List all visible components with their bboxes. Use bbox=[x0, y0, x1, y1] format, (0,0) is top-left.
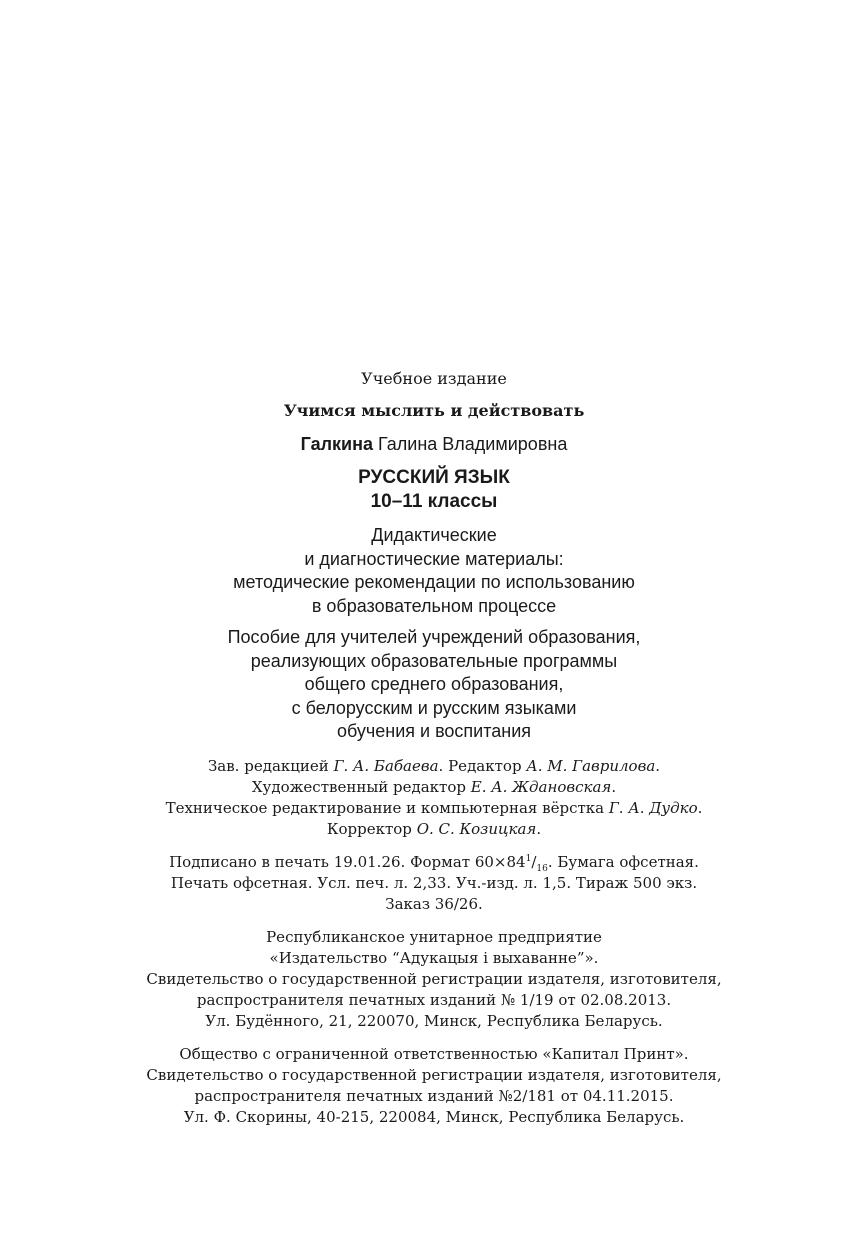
printer-line: Общество с ограниченной ответственностью «Капитал Принт». bbox=[179, 1044, 689, 1063]
audience-line: реализующих образовательные программы bbox=[250, 650, 618, 671]
description-line: Дидактические bbox=[371, 525, 497, 545]
print-format-text: Подписано в печать 19.01.26. Формат 60×84 bbox=[169, 852, 526, 871]
author-given-names: Галина Владимировна bbox=[378, 434, 568, 454]
art-editor-name: Е. А. Ждановская bbox=[470, 777, 612, 796]
description-line: и диагностические материалы: bbox=[304, 548, 564, 569]
description-line: методические рекомендации по использованию bbox=[233, 572, 635, 592]
print-info bbox=[0, 852, 868, 915]
credits-line-proofreader: Корректор О. С. Козицкая. bbox=[326, 819, 542, 838]
print-info-line: Заказ 36/26. bbox=[385, 894, 483, 913]
head-editor-name: Г. А. Бабаева bbox=[333, 756, 439, 775]
edition-type: Учебное издание bbox=[361, 369, 507, 388]
book-title: РУССКИЙ ЯЗЫК bbox=[358, 467, 510, 488]
print-info-line: Печать офсетная. Усл. печ. л. 2,33. Уч.-изд. л. 1,5. Тираж 500 экз. bbox=[170, 873, 698, 892]
tech-editor-label: Техническое редактирование и компьютерная вёрстка bbox=[165, 798, 605, 817]
book-description bbox=[0, 524, 868, 618]
audience-line: обучения и воспитания bbox=[336, 721, 532, 741]
audience-line: Пособие для учителей учреждений образования, bbox=[227, 627, 641, 647]
printer-line: распространителя печатных изданий №2/181 от 04.11.2015. bbox=[194, 1086, 674, 1105]
credits-line-tech: Техническое редактирование и компьютерная вёрстка Г. А. Дудко. bbox=[165, 798, 703, 817]
art-editor-label: Художественный редактор bbox=[251, 777, 466, 796]
credits-line-editors: Зав. редакцией Г. А. Бабаева. Редактор А. М. Гаврилова. bbox=[207, 756, 661, 775]
editor-label: Редактор bbox=[448, 756, 522, 775]
format-subscript: 16 bbox=[536, 863, 548, 874]
format-superscript: 1 bbox=[525, 853, 532, 864]
publisher-line: Свидетельство о государственной регистрации издателя, изготовителя, bbox=[146, 969, 722, 988]
credits bbox=[0, 756, 868, 840]
proofreader-label: Корректор bbox=[326, 819, 412, 838]
author-surname: Галкина bbox=[300, 434, 374, 454]
book-grades: 10–11 классы bbox=[370, 491, 498, 512]
publisher-line: распространителя печатных изданий № 1/19 от 02.08.2013. bbox=[196, 990, 672, 1009]
audience-line: с белорусским и русским языками bbox=[291, 697, 577, 718]
printer-info bbox=[0, 1044, 868, 1128]
head-editor-label: Зав. редакцией bbox=[207, 756, 329, 775]
imprint-page bbox=[0, 368, 868, 1128]
paper-type-text: . Бумага офсетная. bbox=[547, 852, 699, 871]
audience-line: общего среднего образования, bbox=[304, 674, 564, 694]
proofreader-name: О. С. Козицкая bbox=[416, 819, 537, 838]
credits-line-art: Художественный редактор Е. А. Ждановская. bbox=[251, 777, 617, 796]
tech-editor-name: Г. А. Дудко bbox=[608, 798, 698, 817]
publisher-line: Ул. Будённого, 21, 220070, Минск, Республика Беларусь. bbox=[205, 1011, 663, 1030]
printer-line: Ул. Ф. Скорины, 40-215, 220084, Минск, Республика Беларусь. bbox=[183, 1107, 685, 1126]
print-info-line: Подписано в печать 19.01.26. Формат $60\times 84^1/_{16}$. Бумага офсетная. bbox=[169, 852, 699, 874]
publisher-line: «Издательство “Адукацыя і выхаванне”». bbox=[269, 948, 599, 967]
editor-name: А. М. Гаврилова bbox=[526, 756, 656, 775]
series-title: Учимся мыслить и действовать bbox=[283, 401, 585, 420]
publisher-info bbox=[0, 927, 868, 1032]
book-audience bbox=[0, 626, 868, 744]
author-name bbox=[0, 432, 868, 456]
description-line: в образовательном процессе bbox=[311, 595, 557, 616]
publisher-line: Республиканское унитарное предприятие bbox=[266, 927, 602, 946]
printer-line: Свидетельство о государственной регистрации издателя, изготовителя, bbox=[146, 1065, 722, 1084]
